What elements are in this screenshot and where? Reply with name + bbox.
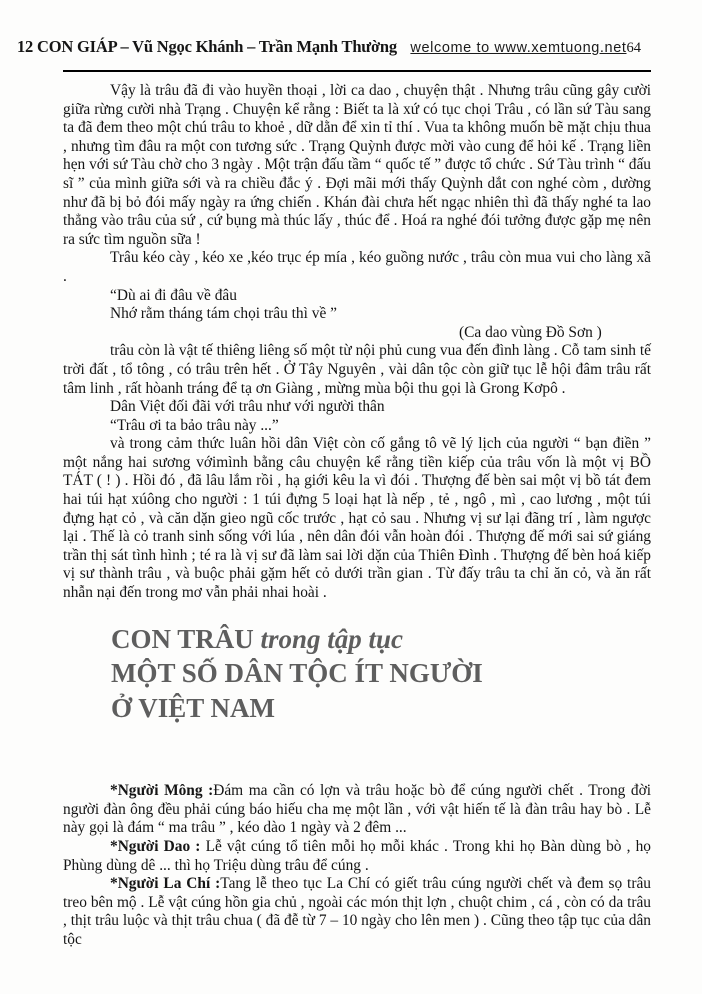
folk-verse-line-1: “Dù ai đi đâu về đâu [110,286,237,304]
page-body [63,82,651,949]
chapter-heading-subtitle: trong tập tục [253,623,404,654]
page-number: 64 [626,40,641,56]
chapter-heading-line-2: MỘT SỐ DÂN TỘC ÍT NGƯỜI [111,658,483,689]
chapter-heading-line-3: Ở VIỆT NAM [111,692,276,723]
section-text-nguoi-dao: Lễ vật cúng tổ tiên mỗi họ mỗi khác . Trong khi họ Bàn dùng bò , họ Phùng dùng dê ... thì họ Triệu dùng trâu để cúng . [63,837,651,874]
section-label-nguoi-mong: *Người Mông : [110,782,214,800]
section-label-nguoi-la-chi: *Người La Chí : [110,875,221,893]
section-text-nguoi-la-chi: Tang lễ theo tục La Chí có giết trâu cúng người chết và đem sọ trâu treo bên mộ . Lễ vật cúng hồn gia chủ , ngoài các món thịt lợn , chuột chim , cá , còn có da trâu , thịt trâu luộc và thịt trâu chua ( đã đễ từ 7 – 10 ngày cho lên men ) . Cũng theo tập tục của dân tộc [63,875,651,948]
paragraph-trang-quynh-story: Vậy là trâu đã đi vào huyền thoại , lời ca dao , chuyện thật . Nhưng trâu cũng gây cười giữa rừng cười nhà Trạng . Chuyện kể rằng : Biết ta là xứ có tục chọi Trâu , có lần sứ Tàu sang ta đã đem theo một chú trâu to khoẻ , dữ dằn để xin tỉ thí . Vua ta không muốn bẽ mặt chịu thua , nhưng tìm đâu ra một con tương sức . Trạng Quỳnh được mời vào cung để hỏi kế . Trạng liền hẹn với sứ Tàu chờ cho 3 ngày . Một trận đấu tầm “ quốc tế ” được tổ chức . Sứ Tàu trình “ đấu sĩ ” của mình giữa sới và ra chiều đắc ý . Đợi mãi mới thấy Quỳnh dắt con nghé còm , dường như đã bị bỏ đói mấy ngày ra ứng chiến . Khán đài chưa hết ngạc nhiên thì đã thấy nghé ta lao thẳng vào trâu của sứ , cứ bụng mà thúc lấy , thúc để . Hoá ra nghé đói tưởng được gặp mẹ nên ra sức tìm nguồn sữa ! [63,82,651,248]
chapter-heading [111,622,651,726]
book-title: 12 CON GIÁP – Vũ Ngọc Khánh – Trần Mạnh Thường [17,37,397,56]
chapter-heading-line-1 [111,622,651,657]
section-nguoi-la-chi [63,875,651,949]
paragraph-trau-keo-cay: Trâu kéo cày , kéo xe ,kéo trục ép mía , kéo guồng nước , trâu còn mua vui cho làng xã . [63,249,651,285]
website-link[interactable]: welcome to www.xemtuong.net [410,40,627,56]
section-label-nguoi-dao: *Người Dao : [110,837,201,855]
section-nguoi-dao [63,838,651,875]
paragraph-bo-tat-legend: và trong cảm thức luân hồi dân Việt còn cố gắng tô vẽ lý lịch của người “ bạn điền ” một nắng hai sương vớimình bằng câu chuyện kể rằng tiền kiếp của trâu vốn là một vị BỒ TÁT ( ! ) . Hồi đó , đã lâu lắm rồi , hạ giới kêu la vì đói . Thượng đế bèn sai một vị bồ tát đem hai túi hạt xúông cho người : 1 túi đựng 5 loại hạt là nếp , tẻ , ngô , mì , cao lương , một túi đựng hạt cỏ , và căn dặn gieo ngũ cốc trước , hạt cỏ sau . Nhưng vị sư lại đãng trí , làm ngược lại . Thế là cỏ tranh sinh sống với lúa , nên dân đói vẫn hoàn đói . Thượng đế mới sai sứ giáng trần thị sát tình hình ; té ra là vị sư đã làm sai lời dặn của Thiên Đình . Thượng đế bèn hoá kiếp vị sư thành trâu , và buộc phải gặm hết cỏ dưới trần gian . Từ đấy trâu ta chỉ ăn cỏ, và ăn rất nhẫn nại đến trong mơ vẫn phải nhai hoài . [63,435,651,602]
header-right [410,39,641,57]
paragraph-vat-te: trâu còn là vật tế thiêng liêng số một từ nội phủ cung vua đến đình làng . Cỗ tam sinh tế trời đất , tổ tông , có trâu trên hết . Ở Tây Nguyên , vài dân tộc còn giữ tục lễ hội đâm trâu rất tâm linh , rất hòanh tráng để tạ ơn Giàng , mừng mùa bội thu gọi là Grong Kơpô . [63,342,651,397]
section-text-nguoi-mong: Đám ma cần có lợn và trâu hoặc bò để cúng người chết . Trong đời người đàn ông đều phải cúng báo hiếu cha mẹ một lần , với vật hiến tế là đàn trâu hay bò . Lễ này gọi là đám “ ma trâu ” , kéo dào 1 ngày và 2 đêm ... [63,782,651,837]
quote-trau-oi: “Trâu ơi ta bảo trâu này ...” [110,416,279,434]
header-divider [63,70,651,72]
chapter-heading-main: CON TRÂU [111,623,254,654]
folk-verse-attribution: (Ca dao vùng Đồ Sơn ) [459,323,602,341]
page-header [17,37,641,57]
folk-verse-line-2: Nhớ rằm tháng tám chọi trâu thì về ” [110,305,337,323]
section-nguoi-mong [63,782,651,838]
paragraph-dan-viet: Dân Việt đối đãi với trâu như với người thân [110,398,385,416]
